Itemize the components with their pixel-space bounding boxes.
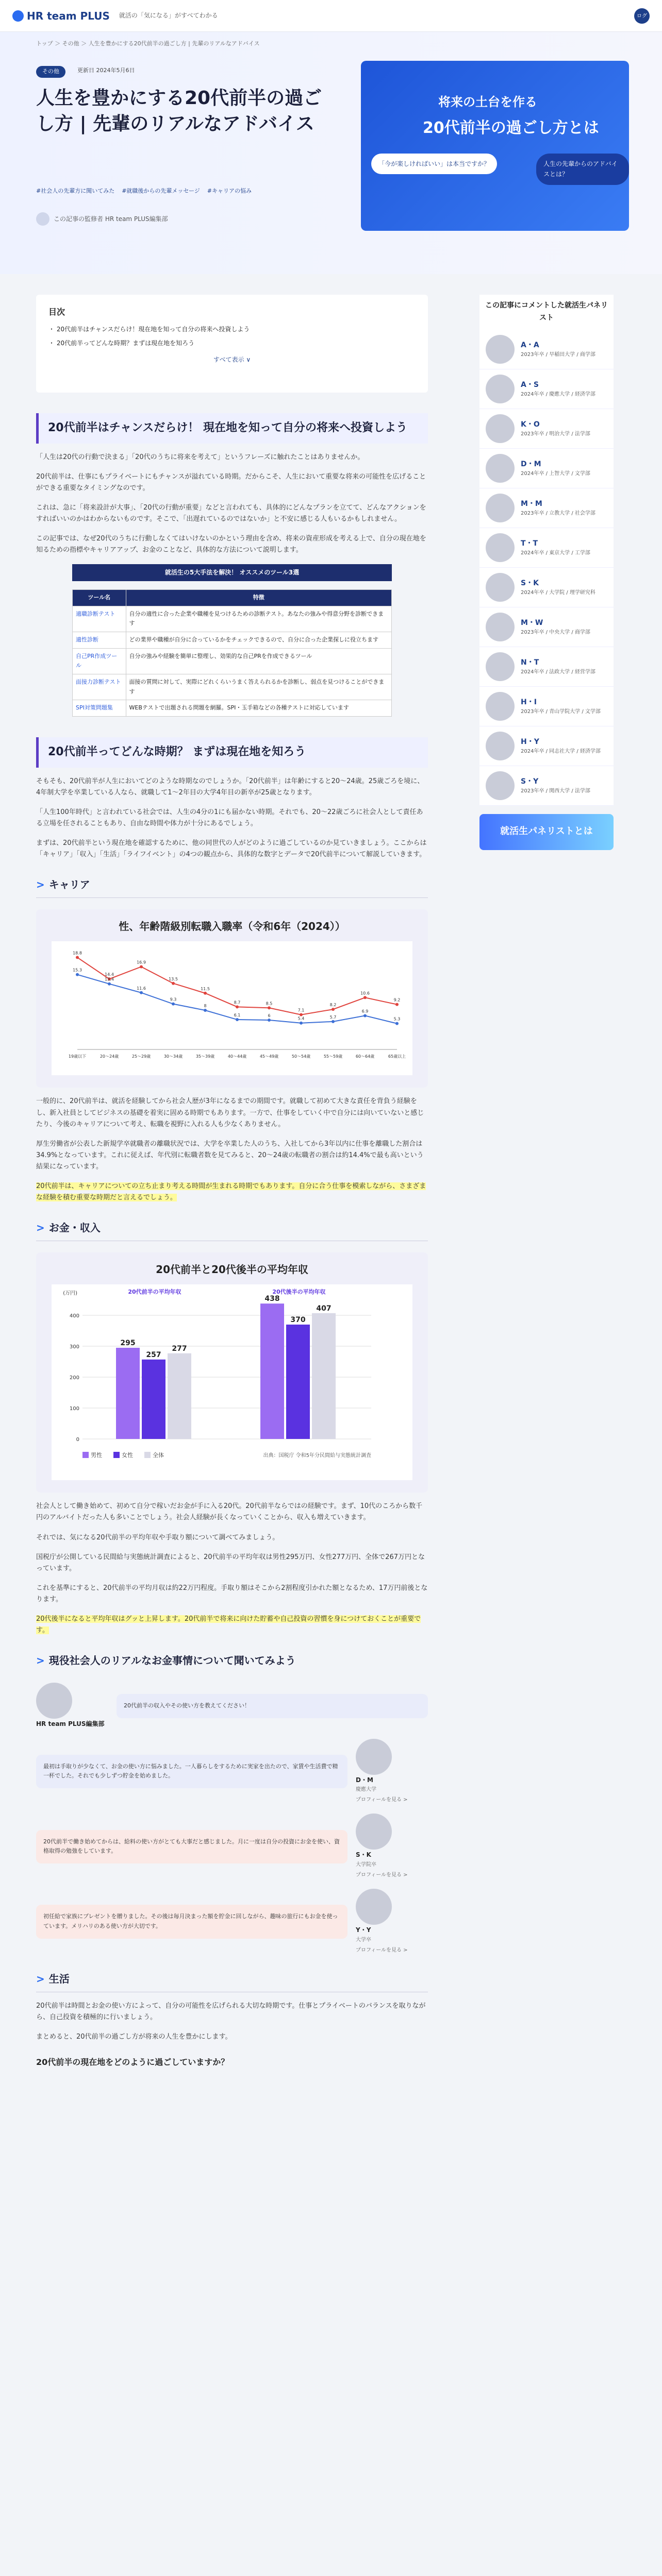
data-label: 10.6	[360, 991, 370, 996]
data-point	[268, 1007, 271, 1010]
bar-value-label: 295	[120, 1339, 136, 1348]
subsection-heading: > 生活	[36, 1970, 428, 1992]
chart-title: 20代前半と20代後半の平均年収	[156, 1263, 308, 1276]
panelist-desc: 2024年卒 / 慶應大学 / 経済学部	[521, 392, 595, 398]
section-heading: 20代前半ってどんな時期？ まずは現在地を知ろう	[36, 737, 428, 768]
panelist-item[interactable]	[479, 488, 614, 528]
avatar	[486, 771, 515, 800]
data-label: 11.5	[201, 987, 210, 992]
author-info	[36, 212, 168, 226]
y-tick-label: 100	[69, 1406, 79, 1412]
panelist-list	[479, 330, 614, 806]
article-hero	[0, 32, 662, 274]
x-tick-label: 20〜24歳	[100, 1054, 119, 1059]
panelist-name: N・T	[521, 658, 539, 667]
x-tick-label: 19歳以下	[68, 1054, 87, 1059]
panelist-desc: 2023年卒 / 青山学院大学 / 文学部	[521, 709, 601, 715]
avatar	[486, 652, 515, 681]
hero-line1: 将来の土台を作る	[438, 95, 537, 109]
paragraph: この記事では、なぜ20代のうちに行動しなくてはいけないのかという理由を含め、将来の資産形成を考える上で、自分の現在地を知るための指標やキャリアアップ、お金のことなど、具体的な方法について説明します。	[36, 535, 426, 554]
panelist-desc: 2023年卒 / 早稲田大学 / 商学部	[521, 352, 595, 358]
table-header: ツール名	[73, 589, 126, 606]
bar	[168, 1353, 191, 1439]
logo-text: HR team PLUS	[27, 9, 110, 22]
data-point	[300, 1022, 303, 1025]
x-tick-label: 40〜44歳	[227, 1054, 247, 1059]
profile-link[interactable]: プロフィールを見る >	[356, 1797, 408, 1803]
paragraph: まとめると、20代前半の過ごし方が将来の人生を豊かにします。	[36, 2033, 232, 2041]
paragraph: そもそも、20代前半が人生においてどのような時期なのでしょうか。「20代前半」は年齢にすると20〜24歳。25歳ごろを境に、4年制大学を卒業している人なら、就職して1〜2年目の大学4年目の新卒が25歳となります。	[36, 777, 424, 796]
subsection-heading: > 現役社会人のリアルなお金事情について聞いてみよう	[36, 1652, 428, 1673]
editor-question	[36, 1683, 428, 1729]
income-chart	[36, 1252, 428, 1493]
data-label: 5.7	[329, 1015, 337, 1020]
line-chart	[52, 941, 412, 1075]
avatar	[486, 573, 515, 602]
tool-link[interactable]: 適職診断テスト	[76, 610, 115, 617]
panelist-name: D・M	[521, 460, 541, 468]
logo-icon	[12, 10, 24, 22]
bar	[312, 1313, 336, 1439]
data-label: 6.1	[234, 1013, 241, 1018]
category-label: 20代前半の平均年収	[128, 1289, 181, 1296]
editor-persona: HR team PLUS編集部	[36, 1683, 108, 1729]
updated-date: 更新日 2024年5月6日	[77, 67, 135, 74]
panelist-name: H・Y	[521, 737, 539, 746]
panelist-item[interactable]	[479, 409, 614, 449]
hashtag-chip[interactable]: #就職後からの先輩メッセージ	[122, 188, 200, 194]
data-label: 15.3	[73, 968, 82, 973]
subsection-heading: > キャリア	[36, 876, 428, 898]
avatar	[486, 533, 515, 562]
x-tick-label: 65歳以上	[388, 1054, 406, 1059]
data-point	[332, 1020, 335, 1023]
highlight-text: 20代前半は、キャリアについての立ち止まり考える時間が生まれる時期でもあります。自分に合う仕事を模索しながら、さまざまな経験を積む重要な時期だと言えるでしょう。	[36, 1182, 426, 1202]
avatar	[486, 692, 515, 721]
data-point	[395, 1022, 399, 1025]
paragraph: 「人生100年時代」と言われている社会では、人生の4分の1にも届かない時期。それでも、20〜22歳ごろに社会人として責任ある立場を任されることもあり、自由な時間や体力が十分にあるでしょう。	[36, 808, 423, 828]
data-point	[204, 1009, 207, 1012]
tool-link[interactable]: 面接力診断テスト	[76, 678, 121, 685]
data-point	[172, 982, 175, 985]
data-label: 8.5	[266, 1001, 273, 1006]
bar	[286, 1325, 310, 1439]
hashtag-chip[interactable]: #キャリアの悩み	[207, 188, 252, 194]
subsection-heading: > お金・収入	[36, 1219, 428, 1241]
table-of-contents	[36, 295, 428, 393]
data-label: 11.6	[137, 986, 146, 991]
panelist-name: S・Y	[521, 777, 539, 786]
panelist-name: M・M	[521, 499, 542, 508]
site-logo[interactable]	[12, 7, 110, 25]
panelist-name: H・I	[521, 698, 537, 706]
highlight-text: 20代後半になると平均年収はグッと上昇します。20代前半で将来に向けた貯蓄や自己投資の習慣を身につけておくことが重要です。	[36, 1615, 421, 1635]
voice-bubble: 初任給で家族にプレゼントを贈りました。その後は毎月決まった額を貯金に回しながら、趣味の旅行にもお金を使っています。メリハリのある使い方が大切です。	[36, 1905, 347, 1938]
toc-item[interactable]: ・ 20代前半はチャンスだらけ！現在地を知って自分の将来へ投資しよう	[48, 326, 250, 333]
data-label: 9.2	[393, 997, 401, 1003]
table-row: 自己PR作成ツール 自分の強みや経験を簡単に整理し、効果的な自己PRを作成できるツール	[73, 648, 392, 674]
section-heading: 20代前半はチャンスだらけ！ 現在地を知って自分の将来へ投資しよう	[36, 413, 428, 444]
avatar	[486, 454, 515, 483]
voice-item: 20代前半で働き始めてからは、給料の使い方がとても大事だと感じました。月に一度は自分の投資にお金を使い、資格取得の勉強をしています。 S・K 大学院卒 プロフィールを見る >	[36, 1814, 428, 1879]
category-tag[interactable]: その他	[36, 66, 65, 78]
data-point	[76, 956, 79, 959]
hero-line2: 20代前半の過ごし方とは	[423, 119, 599, 137]
y-tick-label: 200	[69, 1375, 79, 1381]
panelist-desc: 2024年卒 / 大学院 / 理学研究科	[521, 590, 595, 596]
panelist-name: A・A	[521, 341, 539, 349]
data-label: 8.2	[329, 1003, 337, 1008]
legend-swatch	[113, 1452, 120, 1458]
tools-table-caption: 就活生の5大手法を解決！ オススメのツール3選	[72, 564, 392, 581]
category-label: 20代後半の平均年収	[272, 1289, 326, 1296]
article-body	[36, 295, 428, 2069]
voice-bubble: 20代前半で働き始めてからは、給料の使い方がとても大事だと感じました。月に一度は自分の投資にお金を使い、資格取得の勉強をしています。	[36, 1830, 347, 1863]
data-label: 18.8	[73, 951, 82, 956]
tool-link[interactable]: SPI対策問題集	[76, 704, 113, 711]
paragraph: これは、急に「将来設計が大事」、「20代の行動が重要」などと言われても、具体的にどんなプランを立てて、どんなアクションをすればいいのかはわからないものです。そこで、「出遅れているのではないか」と不安に感じる人もいるかもしれません。	[36, 504, 426, 523]
y-axis-label: (万円)	[63, 1291, 77, 1297]
sidebar	[479, 295, 614, 850]
chart-source: 出典：国税庁 令和5年分民間給与実態統計調査	[263, 1453, 371, 1459]
data-label: 16.9	[137, 960, 146, 965]
chart-title: 性、年齢階級別転職入職率（令和6年（2024））	[119, 920, 345, 933]
x-tick-label: 50〜54歳	[291, 1054, 311, 1059]
author-name: この記事の監修者 HR team PLUS編集部	[54, 215, 168, 223]
x-tick-label: 35〜39歳	[195, 1054, 215, 1059]
paragraph: まずは、20代前半という現在地を確認するために、他の同世代の人がどのように過ごしているのか見ていきましょう。ここからは「キャリア」「収入」「生活」「ライフイベント」の4つの観点から、具体的な数字とデータで20代前半について解説していきます。	[36, 839, 427, 859]
table-row: 適職診断テスト 自分の適性に合った企業や職種を見つけるための診断テスト。あなたの強みや得意分野を診断できます	[73, 606, 392, 632]
panelist-banner[interactable]: 就活生パネリストとは	[479, 814, 614, 850]
hero-bubble-1: 「今が楽しければいい」は本当ですか？	[371, 154, 497, 174]
panelist-desc: 2024年卒 / 法政大学 / 経営学部	[521, 669, 595, 675]
x-tick-label: 55〜59歳	[323, 1054, 343, 1059]
x-tick-label: 60〜64歳	[355, 1054, 375, 1059]
voice-item: 最初は手取りが少なくて、お金の使い方に悩みました。一人暮らしをするために実家を出たので、家賃や生活費で精一杯でした。それでも少しずつ貯金を始めました。 D・M 慶應大学 プロフィールを見る >	[36, 1739, 428, 1805]
tool-link[interactable]: 適性診断	[76, 636, 98, 643]
avatar	[486, 375, 515, 403]
data-point	[236, 1006, 239, 1009]
panelist-name: M・W	[521, 618, 543, 627]
toc-expand-button[interactable]: すべて表示 ∨	[213, 355, 251, 363]
panelist-name: A・S	[521, 380, 539, 389]
data-point	[140, 965, 143, 969]
data-point	[108, 982, 111, 986]
legend-label: 全体	[153, 1452, 164, 1459]
data-point	[332, 1008, 335, 1011]
bar-chart	[52, 1284, 412, 1480]
avatar	[486, 335, 515, 364]
paragraph: これを基準にすると、20代前半の平均月収は約22万円程度。手取り額はそこから2割程度引かれた額となるため、17万円前後となります。	[36, 1584, 428, 1603]
panelist-desc: 2023年卒 / 明治大学 / 法学部	[521, 431, 590, 437]
subheading: 20代前半の現在地をどのように過ごしていますか？	[36, 2057, 229, 2067]
site-tagline: 就活の「気になる」がすべてわかる	[119, 12, 218, 20]
turnover-chart	[36, 909, 428, 1088]
bar	[116, 1348, 140, 1439]
table-row: SPI対策問題集 WEBテストで出題される問題を網羅。SPI・玉手箱などの各種テストに対応しています	[73, 700, 392, 717]
panelist-desc: 2023年卒 / 立教大学 / 社会学部	[521, 511, 595, 517]
panelist-item[interactable]	[479, 607, 614, 647]
data-point	[236, 1018, 239, 1021]
toc-item[interactable]: ・ 20代前半ってどんな時期？まずは現在地を知ろう	[48, 339, 195, 347]
data-label: 14.4	[105, 972, 114, 977]
data-point	[300, 1013, 303, 1016]
table-row: 面接力診断テスト 面接の質問に対して、実際にどれくらいうまく答えられるかを診断し、弱点を見つけることができます	[73, 674, 392, 700]
x-tick-label: 45〜49歳	[259, 1054, 279, 1059]
avatar	[486, 613, 515, 641]
hashtag-list	[36, 187, 252, 196]
site-header	[0, 0, 662, 32]
table-header: 特徴	[126, 589, 391, 606]
table-row: 適性診断 どの業界や職種が自分に合っているかをチェックできるので、自分に合った企業探しに役立ちます	[73, 632, 392, 648]
panelist-desc: 2024年卒 / 上智大学 / 文学部	[521, 471, 590, 477]
bar	[142, 1360, 166, 1439]
tools-table	[72, 589, 392, 717]
y-tick-label: 300	[69, 1344, 79, 1350]
data-point	[268, 1019, 271, 1022]
paragraph: 社会人として働き始めて、初めて自分で稼いだお金が手に入る20代。20代前半ならではの経験です。まず、10代のころから数千円のアルバイトだった人も多いことでしょう。社会人経験が長くなっていくことから、収入も増えていきます。	[36, 1502, 423, 1522]
question-bubble: 20代前半の収入やその使い方を教えてください！	[117, 1694, 428, 1718]
data-label: 6	[268, 1013, 271, 1019]
panelist-name: T・T	[521, 539, 538, 548]
login-button[interactable]: ログ	[634, 8, 650, 24]
data-point	[395, 1003, 399, 1006]
legend-swatch	[82, 1452, 89, 1458]
panelist-item[interactable]	[479, 449, 614, 488]
data-point	[363, 1014, 367, 1018]
panelist-desc: 2023年卒 / 関西大学 / 法学部	[521, 788, 590, 794]
breadcrumb[interactable]: トップ ＞ その他 ＞ 人生を豊かにする20代前半の過ごし方 | 先輩のリアルなアドバイス	[36, 40, 260, 47]
data-label: 6.9	[361, 1009, 369, 1014]
panelist-item[interactable]	[479, 369, 614, 409]
voice-bubble: 最初は手取りが少なくて、お金の使い方に悩みました。一人暮らしをするために実家を出たので、家賃や生活費で精一杯でした。それでも少しずつ貯金を始めました。	[36, 1755, 347, 1788]
panelist-item[interactable]	[479, 330, 614, 369]
page-title: 人生を豊かにする20代前半の過ごし方 | 先輩のリアルなアドバイス	[36, 88, 322, 135]
hero-image	[361, 61, 629, 231]
voice-item: 初任給で家族にプレゼントを贈りました。その後は毎月決まった額を貯金に回しながら、趣味の旅行にもお金を使っています。メリハリのある使い方が大切です。 Y・Y 大学卒 プロフィールを見る >	[36, 1889, 428, 1955]
x-tick-label: 30〜34歳	[163, 1054, 183, 1059]
legend-label: 女性	[122, 1452, 133, 1459]
avatar	[486, 414, 515, 443]
data-point	[204, 992, 207, 995]
profile-link[interactable]: プロフィールを見る >	[356, 1872, 408, 1878]
paragraph: 20代前半は時間とお金の使い方によって、自分の可能性を広げられる大切な時期です。仕事とプライベートのバランスを取りながら、自己投資を積極的に行いましょう。	[36, 2002, 426, 2021]
panelist-item[interactable]	[479, 647, 614, 687]
legend-label: 男性	[91, 1452, 102, 1459]
bar-value-label: 257	[146, 1351, 161, 1360]
panelist-name: K・O	[521, 420, 540, 429]
data-point	[363, 996, 367, 999]
panelist-name: S・K	[521, 579, 539, 587]
panelist-item[interactable]	[479, 726, 614, 766]
data-point	[76, 973, 79, 976]
bar-value-label: 277	[172, 1345, 187, 1353]
y-tick-label: 400	[69, 1313, 79, 1319]
avatar	[356, 1814, 392, 1850]
bar-value-label: 407	[316, 1304, 332, 1313]
bar	[260, 1303, 284, 1439]
panelist-item[interactable]	[479, 766, 614, 806]
avatar	[486, 732, 515, 760]
panelist-desc: 2024年卒 / 東京大学 / 工学部	[521, 550, 590, 556]
data-point	[140, 991, 143, 994]
hashtag-chip[interactable]: #社会人の先輩方に聞いてみた	[36, 188, 115, 194]
legend-swatch	[144, 1452, 151, 1458]
data-label: 8	[204, 1004, 207, 1009]
toc-title: 目次	[48, 307, 65, 317]
panelist-item[interactable]	[479, 528, 614, 568]
editor-avatar	[36, 1683, 72, 1719]
hero-bubble-2: 人生の先輩からのアドバイスとは？	[536, 154, 629, 185]
data-label: 13.4	[105, 977, 114, 982]
sidebar-title: この記事にコメントした就活生パネリスト	[479, 295, 614, 330]
panelist-item[interactable]	[479, 687, 614, 726]
paragraph: 国税庁が公開している民間給与実態統計調査によると、20代前半の平均年収は男性295万円、女性277万円、全体で267万円となっています。	[36, 1553, 425, 1572]
avatar	[36, 212, 49, 226]
data-label: 5.4	[297, 1016, 305, 1022]
profile-link[interactable]: プロフィールを見る >	[356, 1947, 408, 1953]
avatar	[356, 1739, 392, 1775]
paragraph: それでは、気になる20代前半の平均年収や手取り額について調べてみましょう。	[36, 1533, 279, 1541]
avatar	[356, 1889, 392, 1925]
data-point	[172, 1003, 175, 1006]
paragraph: 20代前半は、仕事にもプライベートにもチャンスが溢れている時期。だからこそ、人生において重要な将来の可能性を広げることができる重要なタイミングなのです。	[36, 472, 426, 492]
data-label: 5.3	[393, 1017, 401, 1022]
tool-link[interactable]: 自己PR作成ツール	[76, 652, 118, 669]
data-label: 7.1	[297, 1008, 305, 1013]
bar-value-label: 370	[290, 1316, 306, 1325]
data-label: 13.5	[169, 977, 178, 982]
panelist-desc: 2024年卒 / 同志社大学 / 経済学部	[521, 749, 601, 755]
paragraph: 一般的に、20代前半は、就活を経験してから社会人歴が3年になるまでの期間です。就職して初めて大きな責任を背負う経験をし、新入社員としてビジネスの基礎を着実に固める時期でもあります。一方で、仕事をしていく中で自分には向いていないと感じたり、今後のキャリアについて考え、転職を視野に入れる人も少なくありません。	[36, 1097, 424, 1128]
avatar	[486, 494, 515, 522]
data-label: 8.7	[234, 1000, 241, 1005]
paragraph: 厚生労働省が公表した新規学卒就職者の離職状況では、大学を卒業した人のうち、入社してから3年以内に仕事を離職した割合は34.9%となっています。これに従えば、年代別に転職者数を見てみると、20〜24歳の転職者の割合は約14.4%で最も高いという結果になっています。	[36, 1140, 424, 1171]
y-tick-label: 0	[76, 1437, 79, 1443]
paragraph: 「人生は20代の行動で決まる」「20代のうちに将来を考えて」というフレーズに触れたことはありませんか。	[36, 453, 365, 461]
panelist-item[interactable]	[479, 568, 614, 607]
data-label: 9.3	[170, 997, 177, 1003]
bar-value-label: 438	[264, 1295, 280, 1303]
panelist-desc: 2023年卒 / 中央大学 / 商学部	[521, 630, 590, 636]
x-tick-label: 25〜29歳	[131, 1054, 151, 1059]
